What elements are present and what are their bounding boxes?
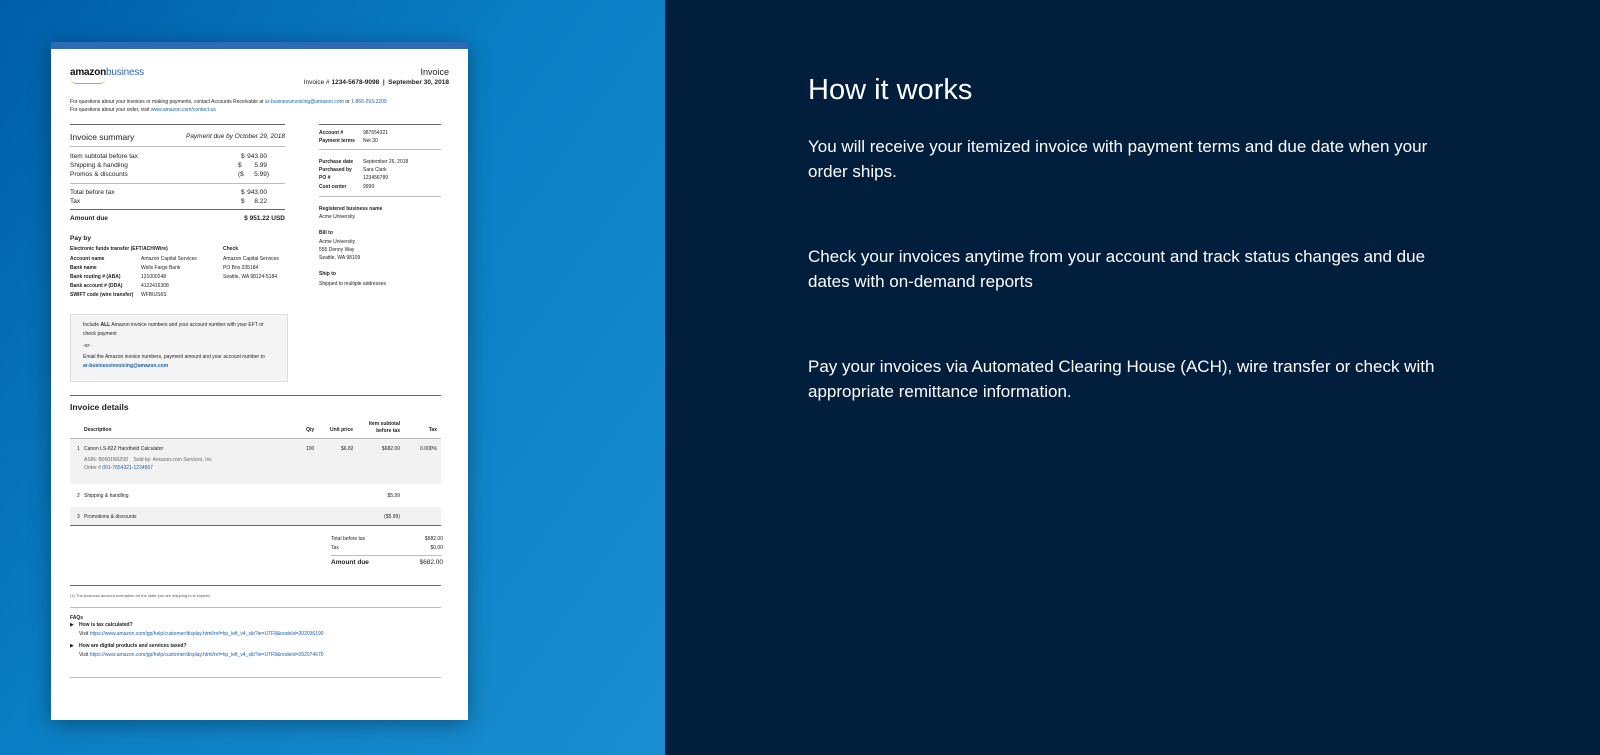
faq-link-1[interactable]: https://www.amazon.com/gp/help/customer/display.html/ref=hp_left_v4_sib?ie=UTF8&nodeId=202036190 bbox=[89, 631, 324, 637]
paragraph-receive: You will receive your itemized invoice with payment terms and due date when your order ships. bbox=[808, 137, 1428, 181]
amount-due-label: Amount due bbox=[70, 215, 108, 222]
contact-line-2: For questions about your order, visit www.amazon.com/contact-us bbox=[70, 107, 216, 113]
note-email-link[interactable]: ar-businessinvoicing@amazon.com bbox=[83, 363, 169, 369]
order-number-link[interactable]: 001-7654321-1234567 bbox=[102, 465, 153, 471]
faq-link-2[interactable]: https://www.amazon.com/gp/help/customer/display.html/ref=hp_left_v4_sib?ie=UTF8&nodeId=202074670 bbox=[89, 652, 324, 658]
expand-icon[interactable]: ▶ bbox=[70, 643, 74, 649]
paragraph-check: Check your invoices anytime from your account and track status changes and due dates with on-demand reports bbox=[808, 247, 1426, 291]
expand-icon[interactable]: ▶ bbox=[70, 622, 74, 628]
amazon-business-logo: amazonbusiness bbox=[70, 67, 144, 78]
payby-title: Pay by bbox=[70, 235, 91, 242]
how-it-works-heading: How it works bbox=[808, 74, 973, 106]
contact-line-1: For questions about your invoices or making payments, contact Accounts Receivable at ar-businessinvoicing@amazon.com or 1-866-293-2209 bbox=[70, 99, 387, 105]
invoice-title: Invoice bbox=[420, 67, 449, 77]
amount-due-value: $ 951.22 USD bbox=[244, 215, 285, 222]
right-panel bbox=[665, 0, 1600, 755]
smile-logo-icon bbox=[71, 79, 105, 84]
faqs-title: FAQs bbox=[70, 615, 84, 621]
invoice-number-line: Invoice # 1234-5678-9098 | September 30, 2018 bbox=[303, 79, 449, 86]
contact-phone-link[interactable]: 1-866-293-2209 bbox=[351, 99, 387, 105]
summary-title: Invoice summary bbox=[70, 132, 135, 142]
invoice-document: amazonbusiness Invoice Invoice # 1234-5678-9098 | September 30, 2018 For questions about your invoices or making payments, contact Accounts Receivable at ar-businessinvoicing@amazon.com or 1-866-293-2209 For questions about your order, visit www.amazon.com/contact-us Invoice summary Payment due by October 29, 2018 Item subtotal before tax $ 943.00 Shipping & handling $ 5.99 Promos & discounts ($ 5.99) Total before tax $ 943.00 Tax $ 8.22 Amount due $ 951.22 USD Account # 987654321 Payment terms Net 30 Purchase date September 26, 2018 Purchased by Sara Clark PO # 123456789 Cost center 9999 Registered business name Acme University Bill to Acme University 555 Denny Way Seattle, WA 98109 Ship to Shipped to multiple addresses Pay by Electronic funds transfer (EFT/ACH/Wire) Check Account name Amazon Capital Services Bank name Wells Fargo Bank Bank routing # (ABA) 121000248 Bank account # (DDA) 4122416308 SWIFT code (wire transfer) WFBIUS6S Amazon Capital Services PO Box 035184 Seattle, WA 98124-5184 Include ALL Amazon invoice numbers and your account number with your EFT or check payment -or- Email the Amazon invoice numbers, payment amount and your account number to ar-businessinvoicing@amazon.com Invoice details Description Qty Unit price Item subtotal before tax Tax 1 Canon LS-82Z Handheld Calculator 100 $6.82 $682.00 0.000% ASIN: B0001N0Z08 Sold by: Amazon.com Services, Inc Order # 001-7654321-1234567 2 Shipping & handling $5.99 3 Promotions & discounts ($5.99) Total before tax $682.00 Tax $0.00 Amount due $682.00 (1) The business account exemption for the state you are shipping to is expired FAQs ▶ How is tax calculated? Visit https://www.amazon.com/gp/help/customer/display.html/ref=hp_left_v4_sib?ie=UTF8&nodeId=202036190 ▶ How are digital products and services taxed? Visit https://www.amazon.com/gp/help/customer/display.html/ref=hp_left_v4_sib?ie=UTF8&nodeId=202074670 bbox=[51, 42, 468, 720]
contact-us-link[interactable]: www.amazon.com/contact-us bbox=[150, 107, 216, 113]
contact-email-link[interactable]: ar-businessinvoicing@amazon.com bbox=[264, 99, 344, 105]
paragraph-pay: Pay your invoices via Automated Clearing House (ACH), wire transfer or check with appropriate remittance information. bbox=[808, 357, 1435, 401]
footnote: (1) The business account exemption for the state you are shipping to is expired bbox=[70, 593, 210, 598]
payment-due: Payment due by October 29, 2018 bbox=[185, 133, 285, 140]
details-title: Invoice details bbox=[70, 402, 129, 412]
left-panel bbox=[0, 0, 665, 755]
